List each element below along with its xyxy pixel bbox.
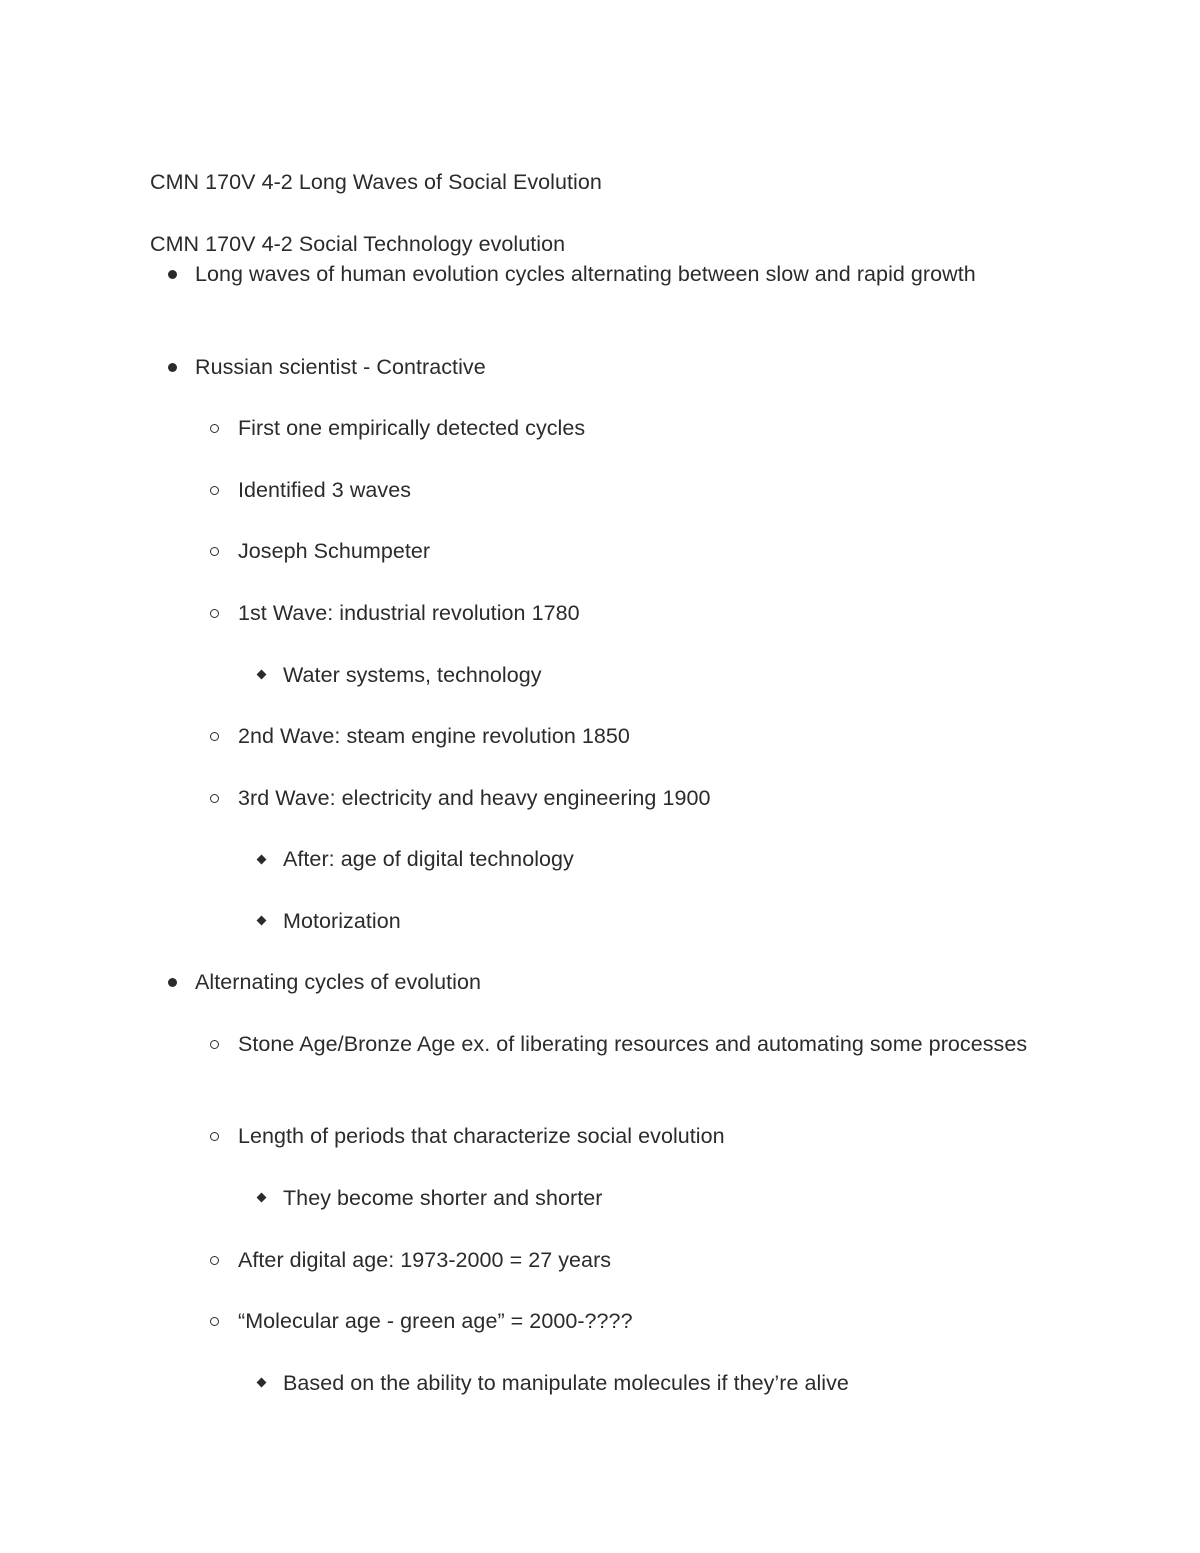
diamond-bullet-icon: [257, 916, 267, 926]
list-item: After digital age: 1973-2000 = 27 years: [238, 1248, 612, 1272]
circle-bullet-icon: [210, 732, 219, 741]
list-item: Russian scientist - Contractive: [195, 355, 486, 379]
circle-bullet-icon: [210, 1317, 219, 1326]
circle-bullet-icon: [210, 1132, 219, 1141]
list-item: After: age of digital technology: [283, 847, 574, 871]
document-title: CMN 170V 4-2 Long Waves of Social Evolution: [150, 170, 602, 194]
list-item: Joseph Schumpeter: [238, 539, 431, 563]
list-item: Long waves of human evolution cycles alternating between slow and rapid growth: [195, 262, 976, 286]
circle-bullet-icon: [210, 424, 219, 433]
list-item: Length of periods that characterize social evolution: [238, 1124, 725, 1148]
diamond-bullet-icon: [257, 1378, 267, 1388]
list-item: Alternating cycles of evolution: [195, 970, 481, 994]
list-item: Based on the ability to manipulate molecules if they’re alive: [283, 1371, 849, 1395]
disc-bullet-icon: [168, 978, 177, 987]
document-subtitle: CMN 170V 4-2 Social Technology evolution: [150, 232, 566, 256]
circle-bullet-icon: [210, 1256, 219, 1265]
circle-bullet-icon: [210, 794, 219, 803]
list-item: Identified 3 waves: [238, 478, 412, 502]
circle-bullet-icon: [210, 486, 219, 495]
list-item: 3rd Wave: electricity and heavy engineering 1900: [238, 786, 711, 810]
list-item: First one empirically detected cycles: [238, 416, 586, 440]
diamond-bullet-icon: [257, 1193, 267, 1203]
diamond-bullet-icon: [257, 855, 267, 865]
disc-bullet-icon: [168, 270, 177, 279]
list-item: Stone Age/Bronze Age ex. of liberating resources and automating some processes: [238, 1032, 1028, 1056]
list-item: Water systems, technology: [283, 663, 542, 687]
circle-bullet-icon: [210, 547, 219, 556]
list-item: 1st Wave: industrial revolution 1780: [238, 601, 580, 625]
diamond-bullet-icon: [257, 670, 267, 680]
circle-bullet-icon: [210, 609, 219, 618]
list-item: “Molecular age - green age” = 2000-????: [238, 1309, 633, 1333]
list-item: They become shorter and shorter: [283, 1186, 603, 1210]
list-item: Motorization: [283, 909, 401, 933]
list-item: 2nd Wave: steam engine revolution 1850: [238, 724, 630, 748]
disc-bullet-icon: [168, 363, 177, 372]
circle-bullet-icon: [210, 1040, 219, 1049]
